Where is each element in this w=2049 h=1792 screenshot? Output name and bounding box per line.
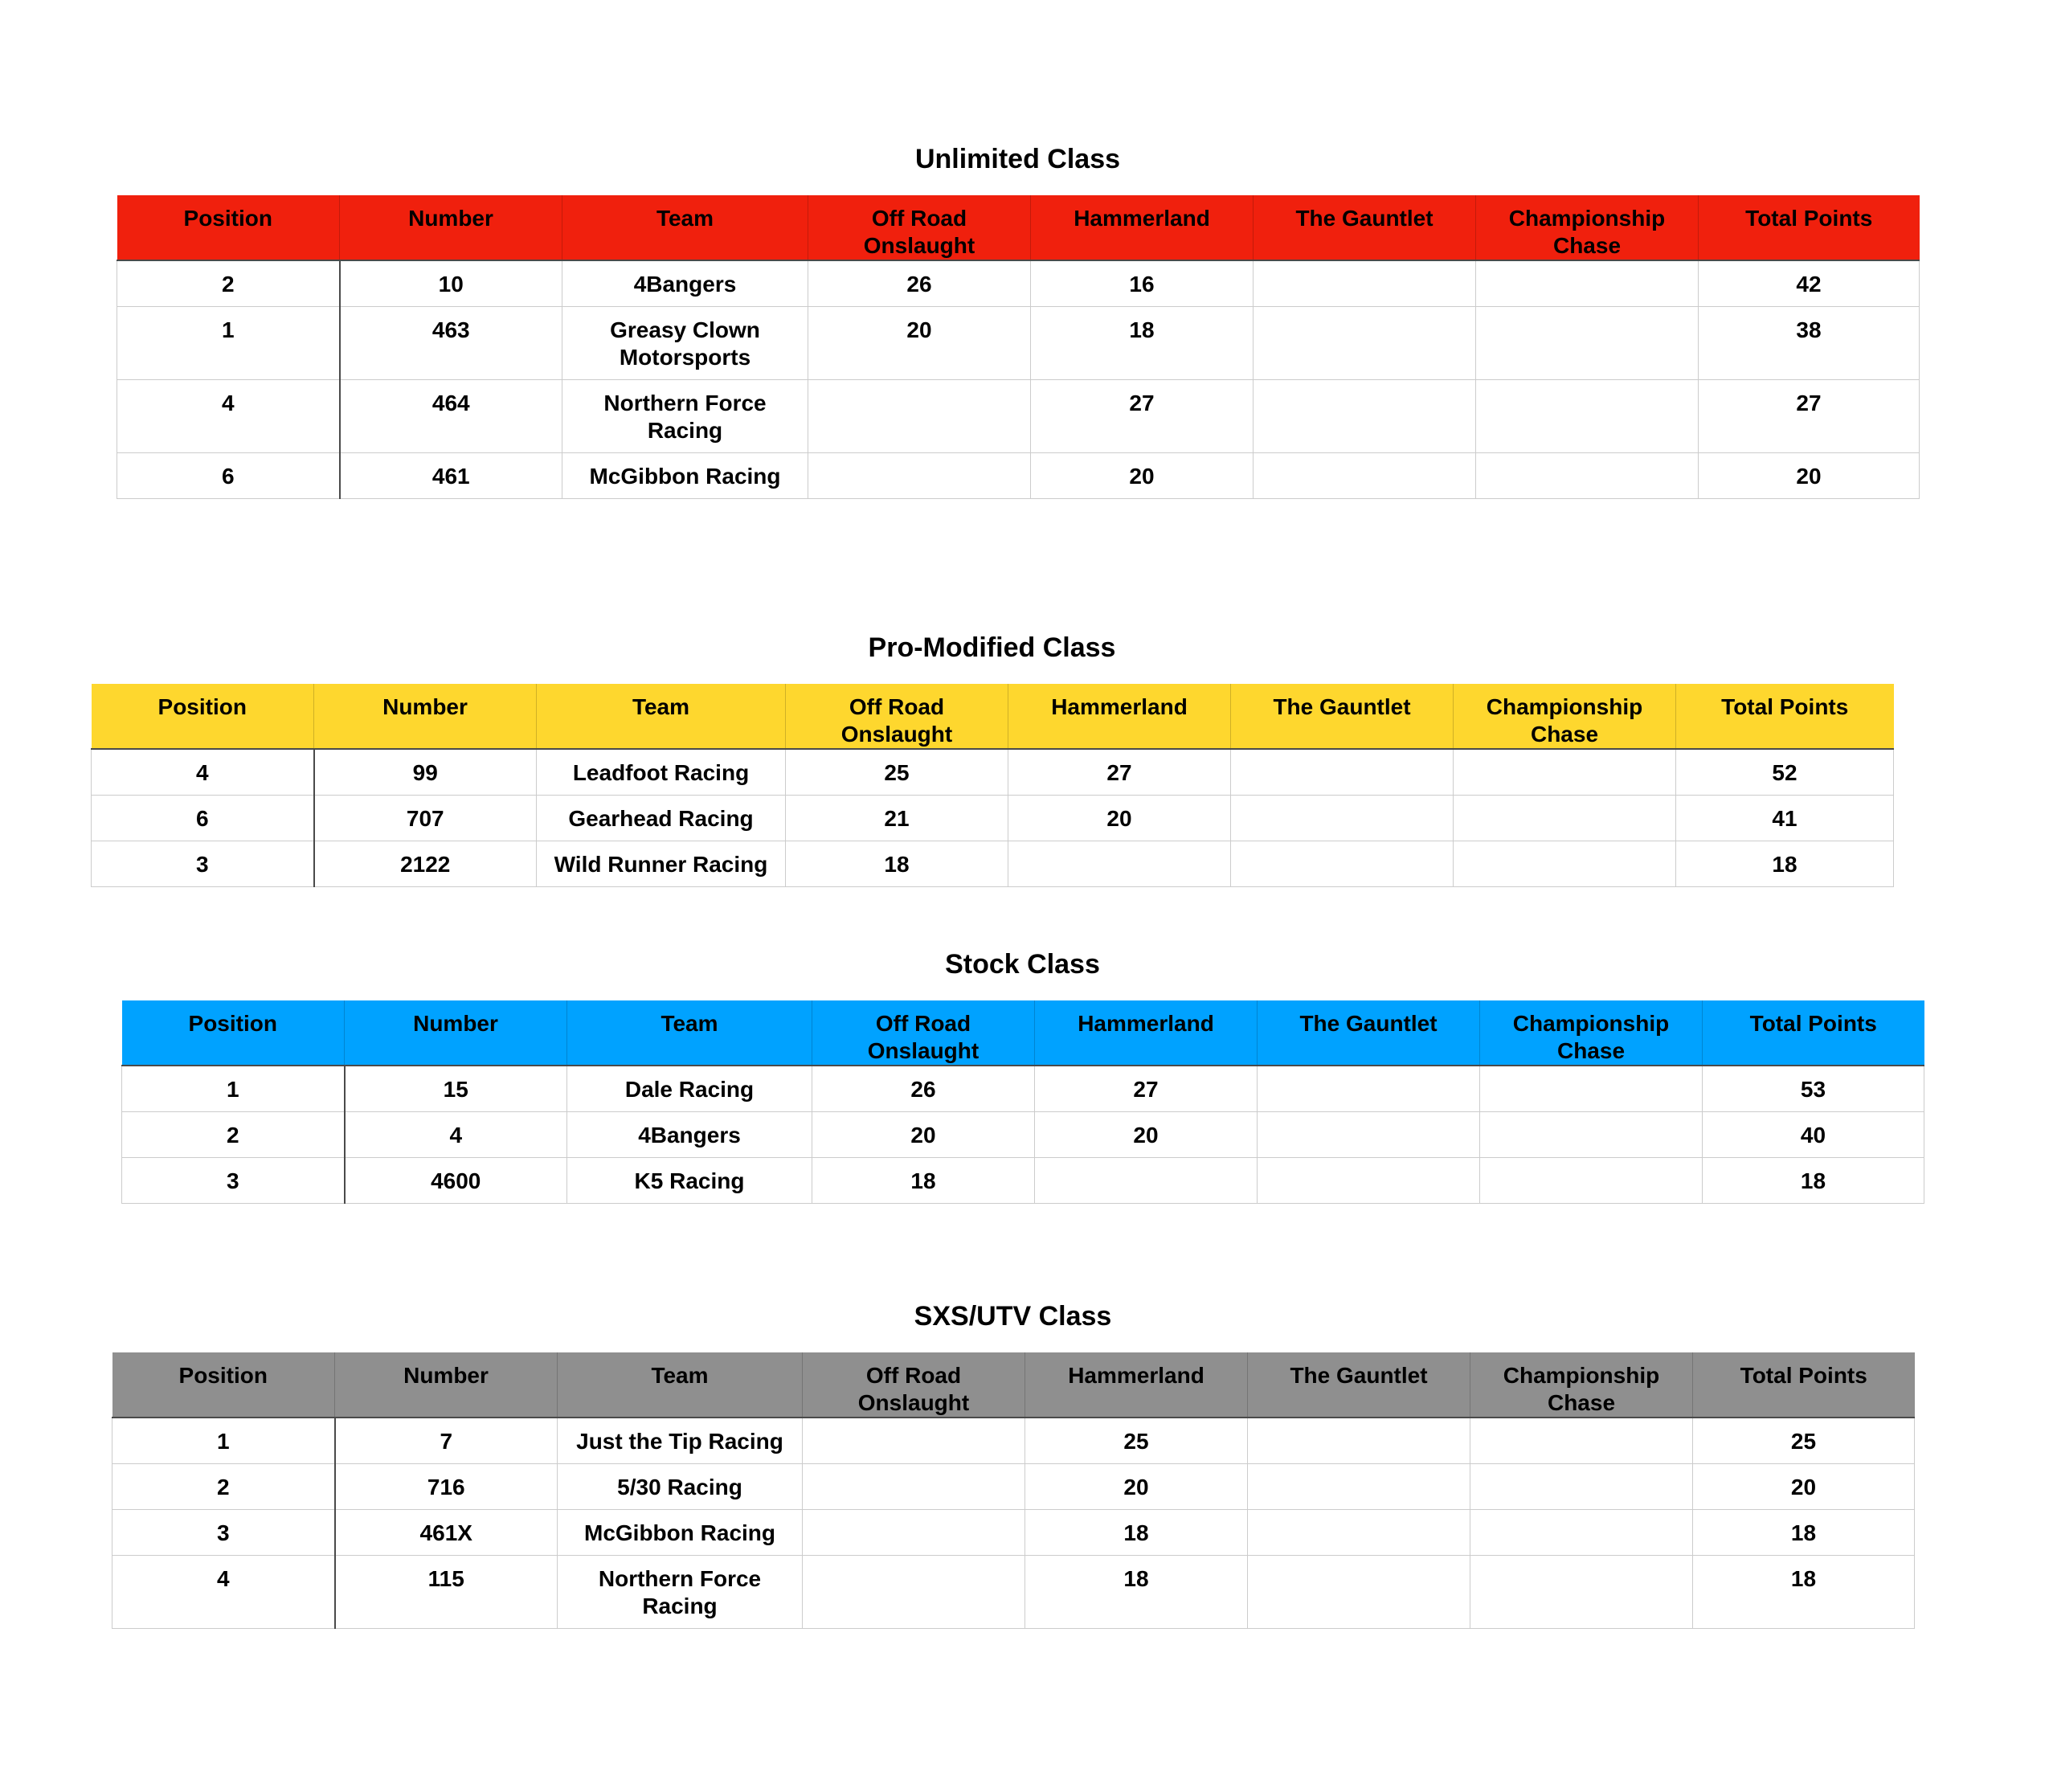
cell-number: 464 bbox=[340, 379, 562, 452]
cell-championship-chase bbox=[1454, 795, 1676, 841]
cell-the-gauntlet bbox=[1258, 1066, 1480, 1111]
table-row bbox=[92, 749, 1894, 795]
cell-hammerland bbox=[1008, 841, 1231, 886]
cell-championship-chase bbox=[1470, 1463, 1693, 1509]
cell-total-points: 38 bbox=[1699, 306, 1920, 379]
table-title: SXS/UTV Class bbox=[914, 1301, 1112, 1332]
cell-the-gauntlet bbox=[1248, 1418, 1470, 1463]
cell-hammerland: 20 bbox=[1008, 795, 1231, 841]
table-title: Pro-Modified Class bbox=[868, 632, 1116, 663]
cell-number: 15 bbox=[345, 1066, 567, 1111]
table-title: Stock Class bbox=[945, 949, 1100, 980]
col-position: Position bbox=[117, 195, 340, 260]
cell-position: 6 bbox=[92, 795, 314, 841]
cell-hammerland: 20 bbox=[1031, 452, 1254, 498]
col-total-points: Total Points bbox=[1699, 195, 1920, 260]
cell-hammerland: 20 bbox=[1035, 1111, 1258, 1157]
cell-position: 6 bbox=[117, 452, 340, 498]
col-the-gauntlet: The Gauntlet bbox=[1231, 684, 1454, 749]
cell-hammerland bbox=[1035, 1157, 1258, 1203]
cell-team: Greasy Clown Motorsports bbox=[562, 306, 808, 379]
cell-number: 7 bbox=[335, 1418, 558, 1463]
cell-championship-chase bbox=[1476, 260, 1699, 306]
cell-number: 2122 bbox=[314, 841, 537, 886]
cell-off-road-onslaught bbox=[803, 1463, 1025, 1509]
header-row bbox=[92, 684, 1894, 749]
cell-championship-chase bbox=[1476, 452, 1699, 498]
cell-team: McGibbon Racing bbox=[558, 1509, 803, 1555]
header-row bbox=[122, 1000, 1924, 1066]
cell-number: 99 bbox=[314, 749, 537, 795]
cell-number: 463 bbox=[340, 306, 562, 379]
table-row bbox=[122, 1111, 1924, 1157]
cell-total-points: 18 bbox=[1693, 1509, 1915, 1555]
cell-championship-chase bbox=[1470, 1509, 1693, 1555]
cell-total-points: 20 bbox=[1693, 1463, 1915, 1509]
cell-off-road-onslaught: 26 bbox=[808, 260, 1031, 306]
cell-number: 707 bbox=[314, 795, 537, 841]
cell-hammerland: 27 bbox=[1008, 749, 1231, 795]
cell-championship-chase bbox=[1454, 749, 1676, 795]
table-row bbox=[112, 1418, 1915, 1463]
header-row bbox=[117, 195, 1920, 260]
col-number: Number bbox=[314, 684, 537, 749]
cell-off-road-onslaught: 18 bbox=[786, 841, 1008, 886]
cell-total-points: 20 bbox=[1699, 452, 1920, 498]
col-number: Number bbox=[345, 1000, 567, 1066]
col-team: Team bbox=[537, 684, 786, 749]
cell-hammerland: 18 bbox=[1025, 1555, 1248, 1628]
cell-total-points: 27 bbox=[1699, 379, 1920, 452]
cell-the-gauntlet bbox=[1258, 1111, 1480, 1157]
col-hammerland: Hammerland bbox=[1008, 684, 1231, 749]
cell-the-gauntlet bbox=[1231, 749, 1454, 795]
cell-number: 4 bbox=[345, 1111, 567, 1157]
cell-off-road-onslaught: 20 bbox=[808, 306, 1031, 379]
cell-total-points: 42 bbox=[1699, 260, 1920, 306]
header-row bbox=[112, 1352, 1915, 1418]
cell-the-gauntlet bbox=[1254, 260, 1476, 306]
cell-off-road-onslaught bbox=[808, 452, 1031, 498]
cell-the-gauntlet bbox=[1231, 795, 1454, 841]
cell-championship-chase bbox=[1480, 1111, 1703, 1157]
col-the-gauntlet: The Gauntlet bbox=[1258, 1000, 1480, 1066]
cell-off-road-onslaught: 20 bbox=[812, 1111, 1035, 1157]
pro-modified-standings-table bbox=[91, 684, 1894, 887]
col-hammerland: Hammerland bbox=[1025, 1352, 1248, 1418]
col-position: Position bbox=[112, 1352, 335, 1418]
cell-team: Northern Force Racing bbox=[562, 379, 808, 452]
cell-hammerland: 16 bbox=[1031, 260, 1254, 306]
col-team: Team bbox=[567, 1000, 812, 1066]
col-hammerland: Hammerland bbox=[1031, 195, 1254, 260]
stock-standings-table bbox=[121, 1000, 1924, 1204]
table-row bbox=[122, 1157, 1924, 1203]
cell-team: Leadfoot Racing bbox=[537, 749, 786, 795]
cell-off-road-onslaught bbox=[808, 379, 1031, 452]
cell-total-points: 25 bbox=[1693, 1418, 1915, 1463]
cell-championship-chase bbox=[1470, 1555, 1693, 1628]
cell-total-points: 41 bbox=[1676, 795, 1894, 841]
cell-championship-chase bbox=[1480, 1066, 1703, 1111]
cell-team: Gearhead Racing bbox=[537, 795, 786, 841]
cell-team: Northern Force Racing bbox=[558, 1555, 803, 1628]
col-off-road-onslaught: Off Road Onslaught bbox=[803, 1352, 1025, 1418]
table-row bbox=[112, 1509, 1915, 1555]
col-total-points: Total Points bbox=[1676, 684, 1894, 749]
cell-position: 2 bbox=[122, 1111, 345, 1157]
table-row bbox=[117, 452, 1920, 498]
col-the-gauntlet: The Gauntlet bbox=[1254, 195, 1476, 260]
cell-the-gauntlet bbox=[1254, 452, 1476, 498]
col-championship-chase: Championship Chase bbox=[1476, 195, 1699, 260]
cell-team: 4Bangers bbox=[567, 1111, 812, 1157]
cell-total-points: 40 bbox=[1703, 1111, 1924, 1157]
cell-off-road-onslaught: 21 bbox=[786, 795, 1008, 841]
table-row bbox=[117, 379, 1920, 452]
col-number: Number bbox=[335, 1352, 558, 1418]
unlimited-standings-table bbox=[117, 195, 1920, 499]
cell-position: 4 bbox=[117, 379, 340, 452]
cell-position: 1 bbox=[117, 306, 340, 379]
table-row bbox=[92, 841, 1894, 886]
cell-number: 716 bbox=[335, 1463, 558, 1509]
cell-position: 2 bbox=[112, 1463, 335, 1509]
cell-position: 3 bbox=[92, 841, 314, 886]
cell-championship-chase bbox=[1476, 306, 1699, 379]
cell-hammerland: 18 bbox=[1031, 306, 1254, 379]
cell-position: 1 bbox=[112, 1418, 335, 1463]
cell-number: 4600 bbox=[345, 1157, 567, 1203]
col-hammerland: Hammerland bbox=[1035, 1000, 1258, 1066]
table-row bbox=[112, 1463, 1915, 1509]
cell-total-points: 18 bbox=[1676, 841, 1894, 886]
col-off-road-onslaught: Off Road Onslaught bbox=[812, 1000, 1035, 1066]
cell-position: 3 bbox=[112, 1509, 335, 1555]
cell-hammerland: 25 bbox=[1025, 1418, 1248, 1463]
col-position: Position bbox=[92, 684, 314, 749]
col-off-road-onslaught: Off Road Onslaught bbox=[808, 195, 1031, 260]
cell-position: 2 bbox=[117, 260, 340, 306]
cell-team: McGibbon Racing bbox=[562, 452, 808, 498]
cell-off-road-onslaught: 25 bbox=[786, 749, 1008, 795]
cell-total-points: 18 bbox=[1693, 1555, 1915, 1628]
cell-total-points: 18 bbox=[1703, 1157, 1924, 1203]
cell-position: 3 bbox=[122, 1157, 345, 1203]
table-row bbox=[112, 1555, 1915, 1628]
cell-the-gauntlet bbox=[1231, 841, 1454, 886]
cell-team: Dale Racing bbox=[567, 1066, 812, 1111]
cell-team: 4Bangers bbox=[562, 260, 808, 306]
sxs-utv-standings-table bbox=[112, 1352, 1915, 1629]
table-title: Unlimited Class bbox=[914, 144, 1121, 174]
cell-number: 461 bbox=[340, 452, 562, 498]
cell-championship-chase bbox=[1454, 841, 1676, 886]
cell-off-road-onslaught bbox=[803, 1555, 1025, 1628]
col-number: Number bbox=[340, 195, 562, 260]
cell-the-gauntlet bbox=[1248, 1509, 1470, 1555]
table-row bbox=[117, 306, 1920, 379]
cell-hammerland: 18 bbox=[1025, 1509, 1248, 1555]
cell-the-gauntlet bbox=[1254, 379, 1476, 452]
col-total-points: Total Points bbox=[1693, 1352, 1915, 1418]
col-off-road-onslaught: Off Road Onslaught bbox=[786, 684, 1008, 749]
cell-hammerland: 20 bbox=[1025, 1463, 1248, 1509]
col-championship-chase: Championship Chase bbox=[1470, 1352, 1693, 1418]
cell-off-road-onslaught: 18 bbox=[812, 1157, 1035, 1203]
cell-the-gauntlet bbox=[1248, 1555, 1470, 1628]
cell-position: 4 bbox=[112, 1555, 335, 1628]
table-row bbox=[122, 1066, 1924, 1111]
cell-hammerland: 27 bbox=[1031, 379, 1254, 452]
col-championship-chase: Championship Chase bbox=[1454, 684, 1676, 749]
cell-the-gauntlet bbox=[1258, 1157, 1480, 1203]
cell-total-points: 53 bbox=[1703, 1066, 1924, 1111]
cell-team: K5 Racing bbox=[567, 1157, 812, 1203]
col-team: Team bbox=[562, 195, 808, 260]
cell-number: 461X bbox=[335, 1509, 558, 1555]
cell-team: 5/30 Racing bbox=[558, 1463, 803, 1509]
cell-championship-chase bbox=[1470, 1418, 1693, 1463]
cell-total-points: 52 bbox=[1676, 749, 1894, 795]
cell-position: 4 bbox=[92, 749, 314, 795]
table-row bbox=[117, 260, 1920, 306]
cell-off-road-onslaught bbox=[803, 1418, 1025, 1463]
cell-team: Just the Tip Racing bbox=[558, 1418, 803, 1463]
cell-championship-chase bbox=[1480, 1157, 1703, 1203]
col-position: Position bbox=[122, 1000, 345, 1066]
cell-number: 10 bbox=[340, 260, 562, 306]
cell-off-road-onslaught: 26 bbox=[812, 1066, 1035, 1111]
cell-number: 115 bbox=[335, 1555, 558, 1628]
cell-hammerland: 27 bbox=[1035, 1066, 1258, 1111]
cell-team: Wild Runner Racing bbox=[537, 841, 786, 886]
col-the-gauntlet: The Gauntlet bbox=[1248, 1352, 1470, 1418]
col-championship-chase: Championship Chase bbox=[1480, 1000, 1703, 1066]
col-team: Team bbox=[558, 1352, 803, 1418]
table-row bbox=[92, 795, 1894, 841]
col-total-points: Total Points bbox=[1703, 1000, 1924, 1066]
cell-championship-chase bbox=[1476, 379, 1699, 452]
cell-the-gauntlet bbox=[1254, 306, 1476, 379]
cell-position: 1 bbox=[122, 1066, 345, 1111]
cell-off-road-onslaught bbox=[803, 1509, 1025, 1555]
cell-the-gauntlet bbox=[1248, 1463, 1470, 1509]
